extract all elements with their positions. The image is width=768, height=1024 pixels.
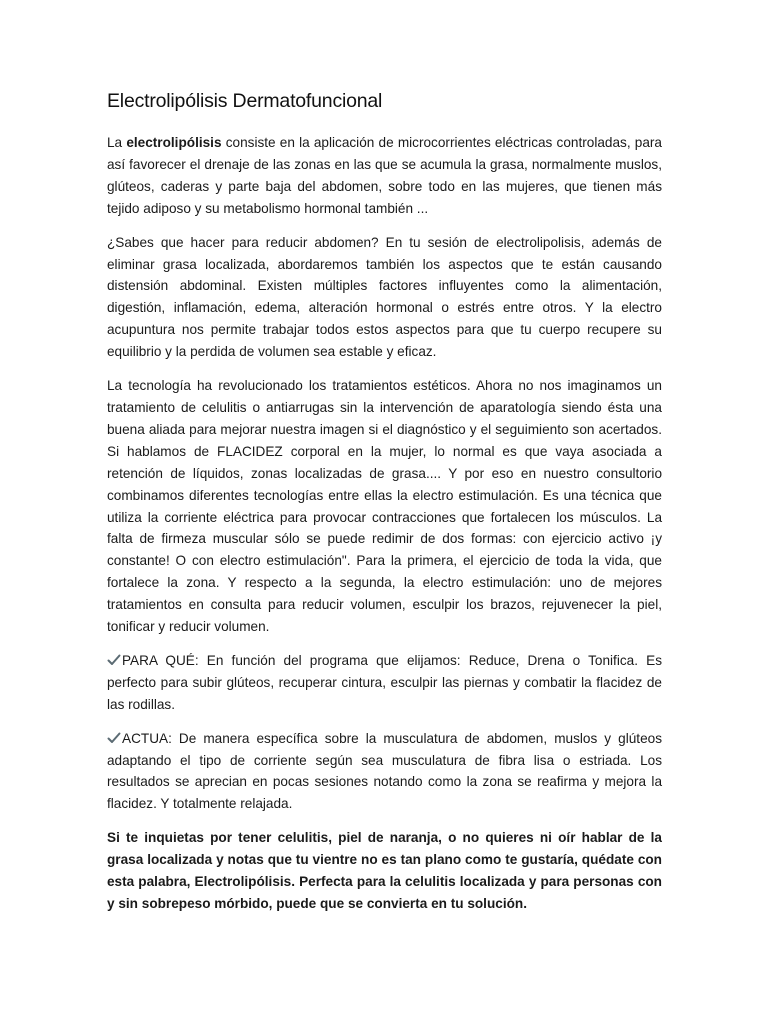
document-page xyxy=(107,90,662,927)
paragraph-conclusion: Si te inquietas por tener celulitis, piel de naranja, o no quieres ni oír hablar de la grasa localizada y notas que tu vientre no es tan plano como te gustaría, quédate con esta palabra, Electrolipólisis. Perfecta para la celulitis localizada y para personas con y sin sobrepeso mórbido, puede que se convierta en tu solución. xyxy=(107,830,662,911)
paragraph-abdomen: ¿Sabes que hacer para reducir abdomen? En tu sesión de electrolipolisis, además de eliminar grasa localizada, abordaremos también los aspectos que te están causando distensión abdominal. Existen múltiples factores influyentes como la alimentación, digestión, inflamación, edema, alteración hormonal o estrés entre otros. Y la electro acupuntura nos permite trabajar todos estos aspectos para que tu cuerpo recupere su equilibrio y la perdida de volumen sea estable y eficaz. xyxy=(107,234,662,360)
paragraph-actua-text: ACTUA: De manera específica sobre la musculatura de abdomen, muslos y glúteos adaptando el tipo de corriente según sea musculatura de fibra lisa o estriada. Los resultados se aprecian en pocas sesiones notando como la zona se reafirma y mejora la flacidez. Y totalmente relajada. xyxy=(107,730,662,812)
paragraph-intro-lead: La xyxy=(107,135,127,150)
check-icon xyxy=(107,732,121,744)
paragraph-technology: La tecnología ha revolucionado los tratamientos estéticos. Ahora no nos imaginamos un tratamiento de celulitis o antiarrugas sin la intervención de aparatología siendo ésta una buena aliada para mejorar nuestra imagen si el diagnóstico y el seguimiento son acertados. Si hablamos de FLACIDEZ corporal en la mujer, lo normal es que vaya asociada a retención de líquidos, zonas localizadas de grasa.... Y por eso en nuestro consultorio combinamos diferentes tecnologías entre ellas la electro estimulación. Es una técnica que utiliza la corriente eléctrica para provocar contracciones que fortalecen los músculos. La falta de firmeza muscular sólo se puede redimir de dos formas: con ejercicio activo ¡y constante! O con electro estimulación". Para la primera, el ejercicio de toda la vida, que fortalece la zona. Y respecto a la segunda, la electro estimulación: uno de mejores tratamientos en consulta para reducir volumen, esculpir los brazos, rejuvenecer la piel, tonificar y reducir volumen. xyxy=(107,378,662,635)
document-title: Electrolipólisis Dermatofuncional xyxy=(107,90,383,112)
paragraph-para-que xyxy=(107,650,662,716)
paragraph-intro xyxy=(107,132,662,220)
paragraph-intro-text: consiste en la aplicación de microcorrientes eléctricas controladas, para así favorecer el drenaje de las zonas en las que se acumula la grasa, normalmente muslos, glúteos, caderas y parte baja del abdomen, sobre todo en las mujeres, que tienen más tejido adiposo y su metabolismo hormonal también ... xyxy=(107,135,662,216)
paragraph-actua xyxy=(107,728,662,816)
paragraph-para-que-text: PARA QUÉ: En función del programa que elijamos: Reduce, Drena o Tonifica. Es perfecto para subir glúteos, recuperar cintura, esculpir las piernas y combatir la flacidez de las rodillas. xyxy=(107,652,662,712)
check-icon xyxy=(107,654,121,666)
term-electrolipolisis: electrolipólisis xyxy=(126,135,222,150)
